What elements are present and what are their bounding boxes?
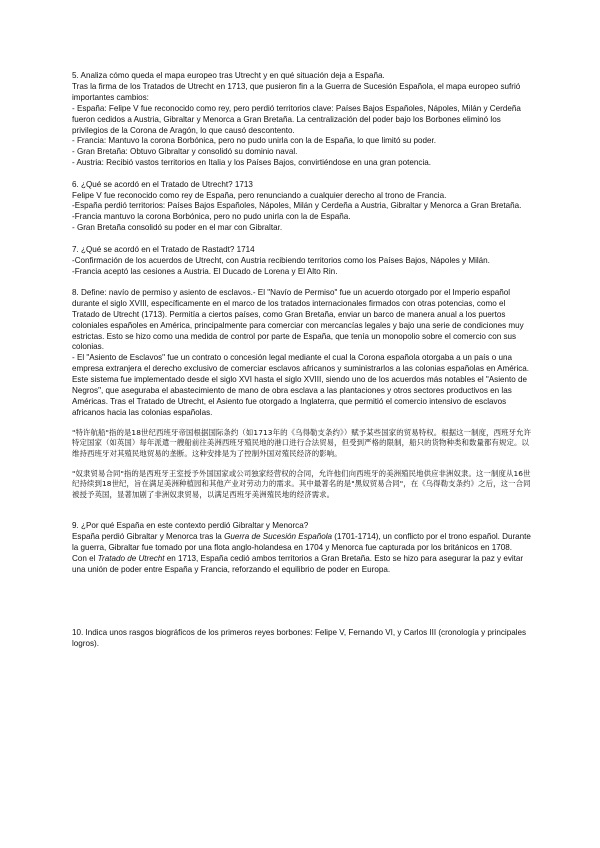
question-9-paragraph-1: España perdió Gibraltar y Menorca tras la Guerra de Sucesión Española (1701-1714), un conflicto por el trono español. Durante la guerra, Gibraltar fue tomado por una flota anglo-holandesa en 1704 y Menorca fue capturada por los británicos en 1708.: [72, 532, 531, 553]
question-8-chinese-paragraph-1: "特许航船"指的是18世纪西班牙帝国根据国际条约（如1713年的《乌得勒支条约》）赋予某些国家的贸易特权。根据这一制度，西班牙允许特定国家（如英国）每年派遣一艘船前往美洲西班牙殖民地的港口进行合法贸易，但受到严格的限制，船只的货物种类和数量都有规定。以维持西班牙对其殖民地贸易的垄断。这种安排是为了控制外国对殖民经济的影响。: [72, 427, 532, 458]
section-8: [72, 288, 532, 500]
question-8-paragraph-1: 8. Define: navío de permiso y asiento de esclavos.- El "Navío de Permiso" fue un acuerdo otorgado por el Imperio español durante el siglo XVIII, específicamente en el marco de los tratados internacionales firmados con otras potencias, como el Tratado de Utrecht (1713). Permitía a ciertos países, como Gran Bretaña, enviar un barco de manera anual a los puertos coloniales españoles en América, principalmente para comerciar con mercancías legales y bajo una serie de condiciones muy estrictas. Esto se hizo como una medida de control por parte de España, que tenía un monopolio sobre el comercio con sus colonias.: [72, 287, 524, 352]
question-10-title: 10. Indica unos rasgos biográficos de los primeros reyes borbones: Felipe V, Fernando VI, y Carlos III (cronología y principales logros).: [72, 627, 527, 648]
document-page: [72, 71, 532, 650]
question-5-item: - España: Felipe V fue reconocido como rey, pero perdió territorios clave: Países Bajos Españoles, Nápoles, Milán y Cerdeña fueron cedidos a Austria, Gibraltar y Menorca a Gran Bretaña. La centralización del poder bajo los Borbones eliminó los privilegios de la Corona de Aragón, lo que causó descontento.: [72, 103, 521, 135]
question-8-chinese-paragraph-2: "奴隶贸易合同"指的是西班牙王室授予外国国家或公司独家经营权的合同，允许他们向西班牙的美洲殖民地供应非洲奴隶。这一制度从16世纪持续到18世纪，旨在满足美洲种植园和其他产业对劳动力的需求。其中最著名的是"黑奴贸易合同"，在《乌得勒支条约》之后，这一合同被授予英国，显著加剧了非洲奴隶贸易，以满足西班牙美洲殖民地的经济需求。: [72, 468, 531, 499]
question-5-item: - Austria: Recibió vastos territorios en Italia y los Países Bajos, convirtiéndose en una gran potencia.: [72, 158, 432, 168]
question-9-title: 9. ¿Por qué España en este contexto perdió Gibraltar y Menorca?: [72, 521, 309, 531]
section-6: [72, 180, 532, 235]
section-7: [72, 245, 532, 278]
question-8-paragraph-2: - El "Asiento de Esclavos" fue un contrato o concesión legal mediante el cual la Corona española otorgaba a un país o una empresa extranjera el derecho exclusivo de comerciar esclavos africanos y suministrarlos a las colonias españolas en América. Este sistema fue implementado desde el siglo XVI hasta el siglo XVIII, siendo uno de los acuerdos más notables el "Asiento de Negros", que aseguraba el abastecimiento de mano de obra esclava a las plantaciones y otros sectores productivos en las Américas. Tras el Tratado de Utrecht, el Asiento fue otorgado a Inglaterra, que permitió el comercio intensivo de esclavos africanos hacia las colonias españolas.: [72, 353, 530, 417]
treaty-name: Tratado de Utrecht: [97, 554, 165, 564]
question-5-title: 5. Analiza cómo queda el mapa europeo tras Utrecht y en qué situación deja a España.: [72, 71, 385, 80]
question-7-line: -Francia aceptó las cesiones a Austria. El Ducado de Lorena y El Alto Rin.: [72, 266, 338, 276]
question-7-line: -Confirmación de los acuerdos de Utrecht, con Austria recibiendo territorios como los Países Bajos, Nápoles y Milán.: [72, 255, 490, 265]
question-6-line: -Francia mantuvo la corona Borbónica, pero no pudo unirla con la de España.: [72, 212, 351, 222]
question-5-intro: Tras la firma de los Tratados de Utrecht en 1713, que pusieron fin a la Guerra de Sucesión Española, el mapa europeo sufrió importantes cambios:: [72, 81, 521, 102]
question-6-line: -España perdió territorios: Países Bajos Españoles, Nápoles, Milán y Cerdeña a Austria, Gibraltar y Menorca a Gran Bretaña.: [72, 201, 522, 211]
section-5: [72, 71, 532, 169]
section-9: [72, 521, 532, 576]
question-9-paragraph-2: Con el Tratado de Utrecht en 1713, España cedió ambos territorios a Gran Bretaña. Esto se hizo para asegurar la paz y evitar una unión de poder entre España y Francia, reforzando el equilibrio de poder en Europa.: [72, 554, 524, 574]
question-6-line: - Gran Bretaña consolidó su poder en el mar con Gibraltar.: [72, 223, 283, 233]
question-5-item: - Gran Bretaña: Obtuvo Gibraltar y consolidó su dominio naval.: [72, 147, 298, 157]
section-10: [72, 628, 532, 650]
war-name: Guerra de Sucesión Española: [224, 532, 333, 542]
question-5-item: - Francia: Mantuvo la corona Borbónica, pero no pudo unirla con la de España, lo que limitó su poder.: [72, 136, 436, 146]
question-6-title: 6. ¿Qué se acordó en el Tratado de Utrecht? 1713: [72, 179, 253, 189]
question-7-title: 7. ¿Qué se acordó en el Tratado de Rastadt? 1714: [72, 244, 255, 254]
question-6-line: Felipe V fue reconocido como rey de España, pero renunciando a cualquier derecho al trono de Francia.: [72, 190, 447, 200]
